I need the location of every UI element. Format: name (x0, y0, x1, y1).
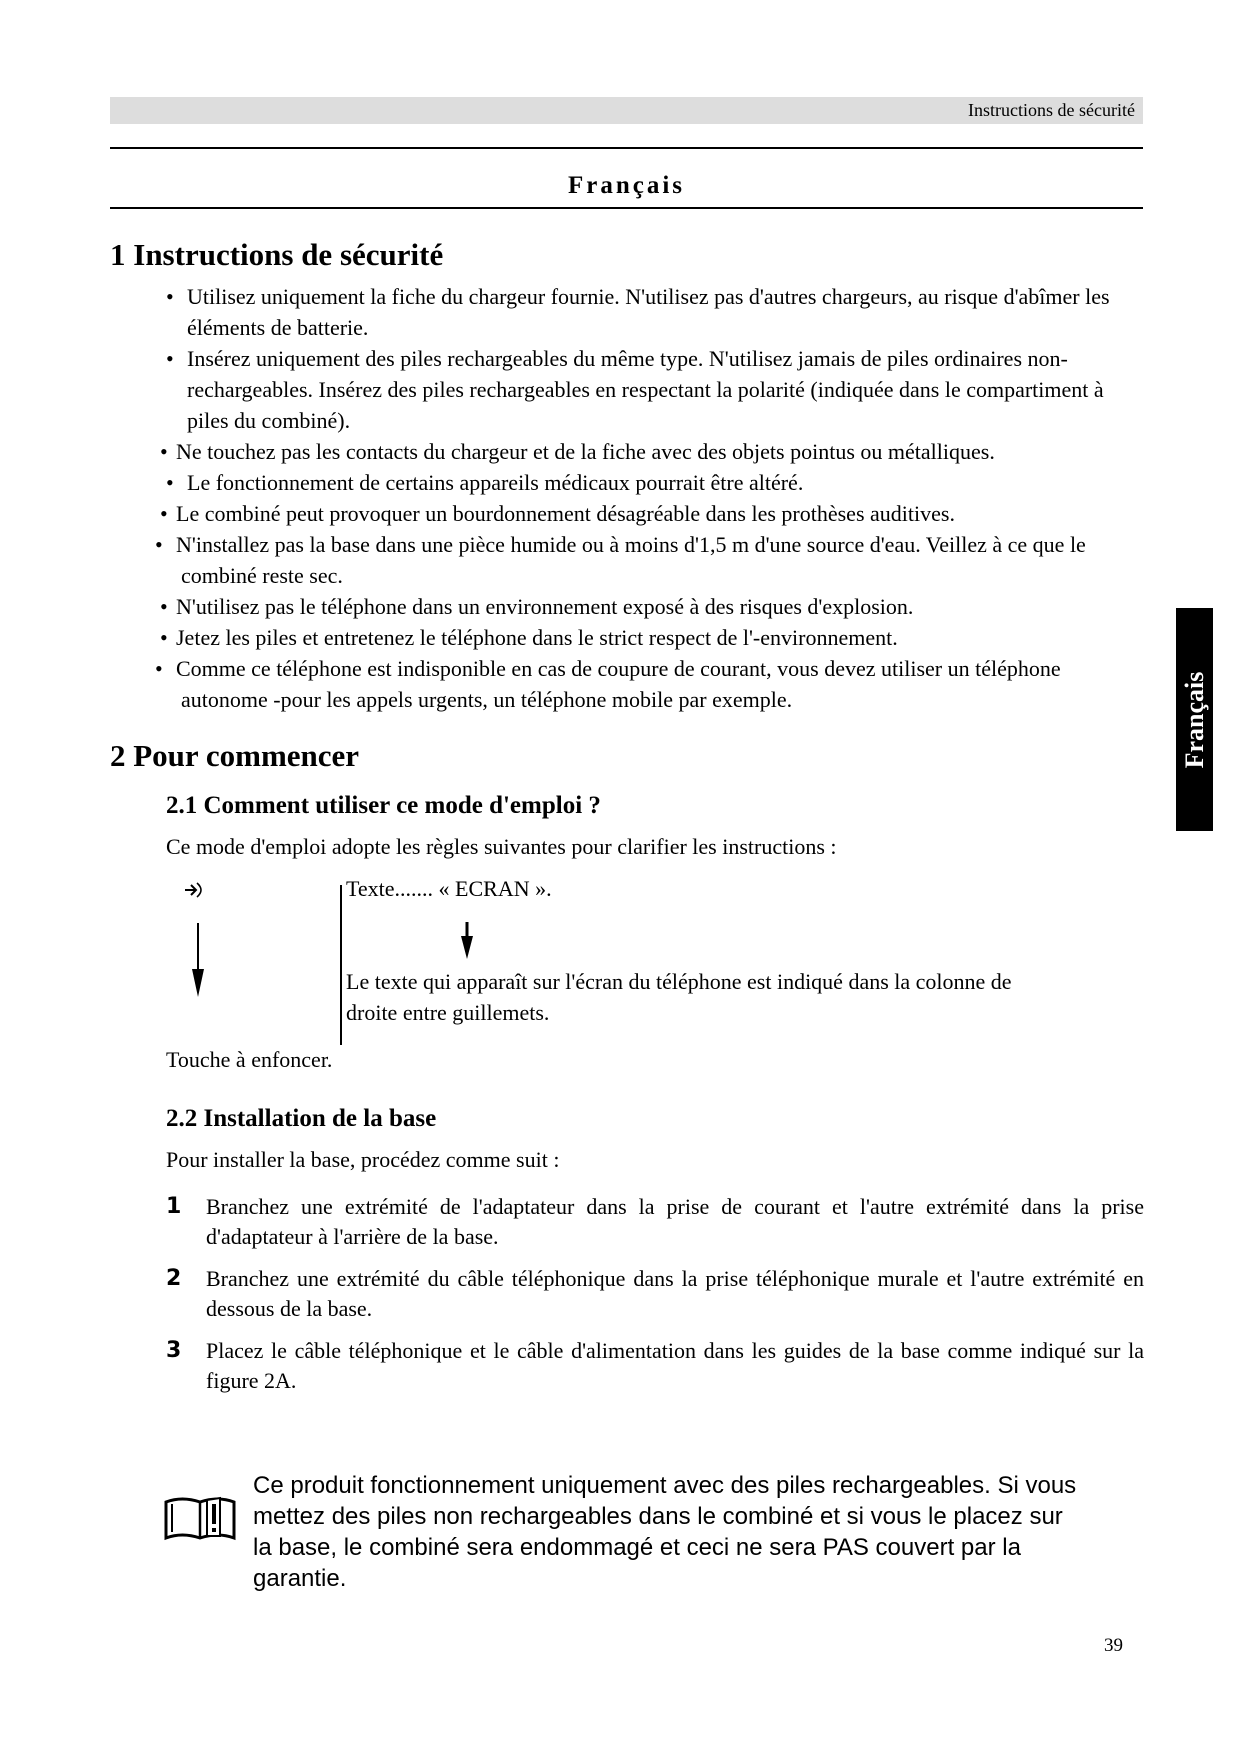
list-item: • Jetez les piles et entretenez le téléphone dans le strict respect de l'-environnement. (160, 622, 1146, 653)
bottom-rule (110, 207, 1143, 209)
step-text: Branchez une extrémité du câble téléphonique dans la prise téléphonique murale et l'autre extrémité en dessous de la base. (206, 1266, 1144, 1321)
language-side-tab (1176, 608, 1213, 831)
list-item: • Comme ce téléphone est indisponible en cas de coupure de courant, vous devez utiliser un téléphone autonome -pour les appels urgents, un téléphone mobile par exemple. (160, 653, 1146, 715)
list-item (166, 1192, 1144, 1252)
list-item: • N'utilisez pas le téléphone dans un environnement exposé à des risques d'explosion. (160, 591, 1146, 622)
step-number: 2 (166, 1266, 182, 1291)
list-item: • Utilisez uniquement la fiche du chargeur fournie. N'utilisez pas d'autres chargeurs, au risque d'abîmer les éléments de batterie. (166, 281, 1146, 343)
section-2-title: 2 Pour commencer (110, 738, 360, 773)
down-arrow-icon (190, 923, 206, 999)
section-1-title: 1 Instructions de sécurité (110, 237, 444, 272)
installation-steps (166, 1192, 1144, 1408)
manual-warning-icon (162, 1492, 238, 1544)
side-tab-label: Français (1179, 671, 1209, 768)
list-item (166, 1336, 1144, 1396)
warning-note: Ce produit fonctionnement uniquement avec des piles rechargeables. Si vous mettez des piles non rechargeables dans le combiné et si vous le placez sur la base, le combiné sera endommagé et ceci ne sera PAS couvert par la garantie. (253, 1472, 1077, 1592)
section-2-2-title: 2.2 Installation de la base (166, 1105, 437, 1132)
running-header-title: Instructions de sécurité (968, 100, 1135, 120)
safety-bullet-list (166, 281, 1146, 715)
list-item: • Ne touchez pas les contacts du chargeur et de la fiche avec des objets pointus ou métalliques. (160, 436, 1146, 467)
table-screen-text: Texte....... « ECRAN ». (346, 876, 552, 901)
list-item: • N'installez pas la base dans une pièce humide ou à moins d'1,5 m d'une source d'eau. Veillez à ce que le combiné reste sec. (160, 529, 1146, 591)
section-2-2-intro: Pour installer la base, procédez comme suit : (166, 1147, 560, 1172)
list-item: • Insérez uniquement des piles rechargeables du même type. N'utilisez jamais de piles ordinaires non-rechargeables. Insérez des piles rechargeables en respectant la polarité (indiquée dans le compartiment à piles du combiné). (166, 343, 1146, 436)
list-item (166, 1264, 1144, 1324)
step-text: Placez le câble téléphonique et le câble d'alimentation dans les guides de la base comme indiqué sur la figure 2A. (206, 1338, 1144, 1393)
language-title: Français (567, 172, 686, 199)
step-number: 3 (166, 1338, 182, 1363)
step-text: Branchez une extrémité de l'adaptateur dans la prise de courant et l'autre extrémité dans la prise d'adaptateur à l'arrière de la base. (206, 1194, 1144, 1249)
page-number: 39 (1104, 1635, 1123, 1656)
table-description-line-2: droite entre guillemets. (346, 1000, 550, 1025)
running-header (110, 97, 1143, 124)
key-press-icon (183, 880, 207, 900)
down-arrow-icon (460, 922, 474, 960)
key-caption: Touche à enfoncer. (166, 1047, 333, 1072)
list-item: • Le combiné peut provoquer un bourdonnement désagréable dans les prothèses auditives. (160, 498, 1146, 529)
top-rule (110, 147, 1143, 149)
table-divider (340, 885, 342, 1045)
section-2-1-title: 2.1 Comment utiliser ce mode d'emploi ? (166, 792, 601, 819)
step-number: 1 (166, 1194, 182, 1219)
list-item: • Le fonctionnement de certains appareils médicaux pourrait être altéré. (166, 467, 1146, 498)
table-description-line-1: Le texte qui apparaît sur l'écran du téléphone est indiqué dans la colonne de (346, 969, 1012, 994)
section-2-1-intro: Ce mode d'emploi adopte les règles suivantes pour clarifier les instructions : (166, 834, 837, 859)
